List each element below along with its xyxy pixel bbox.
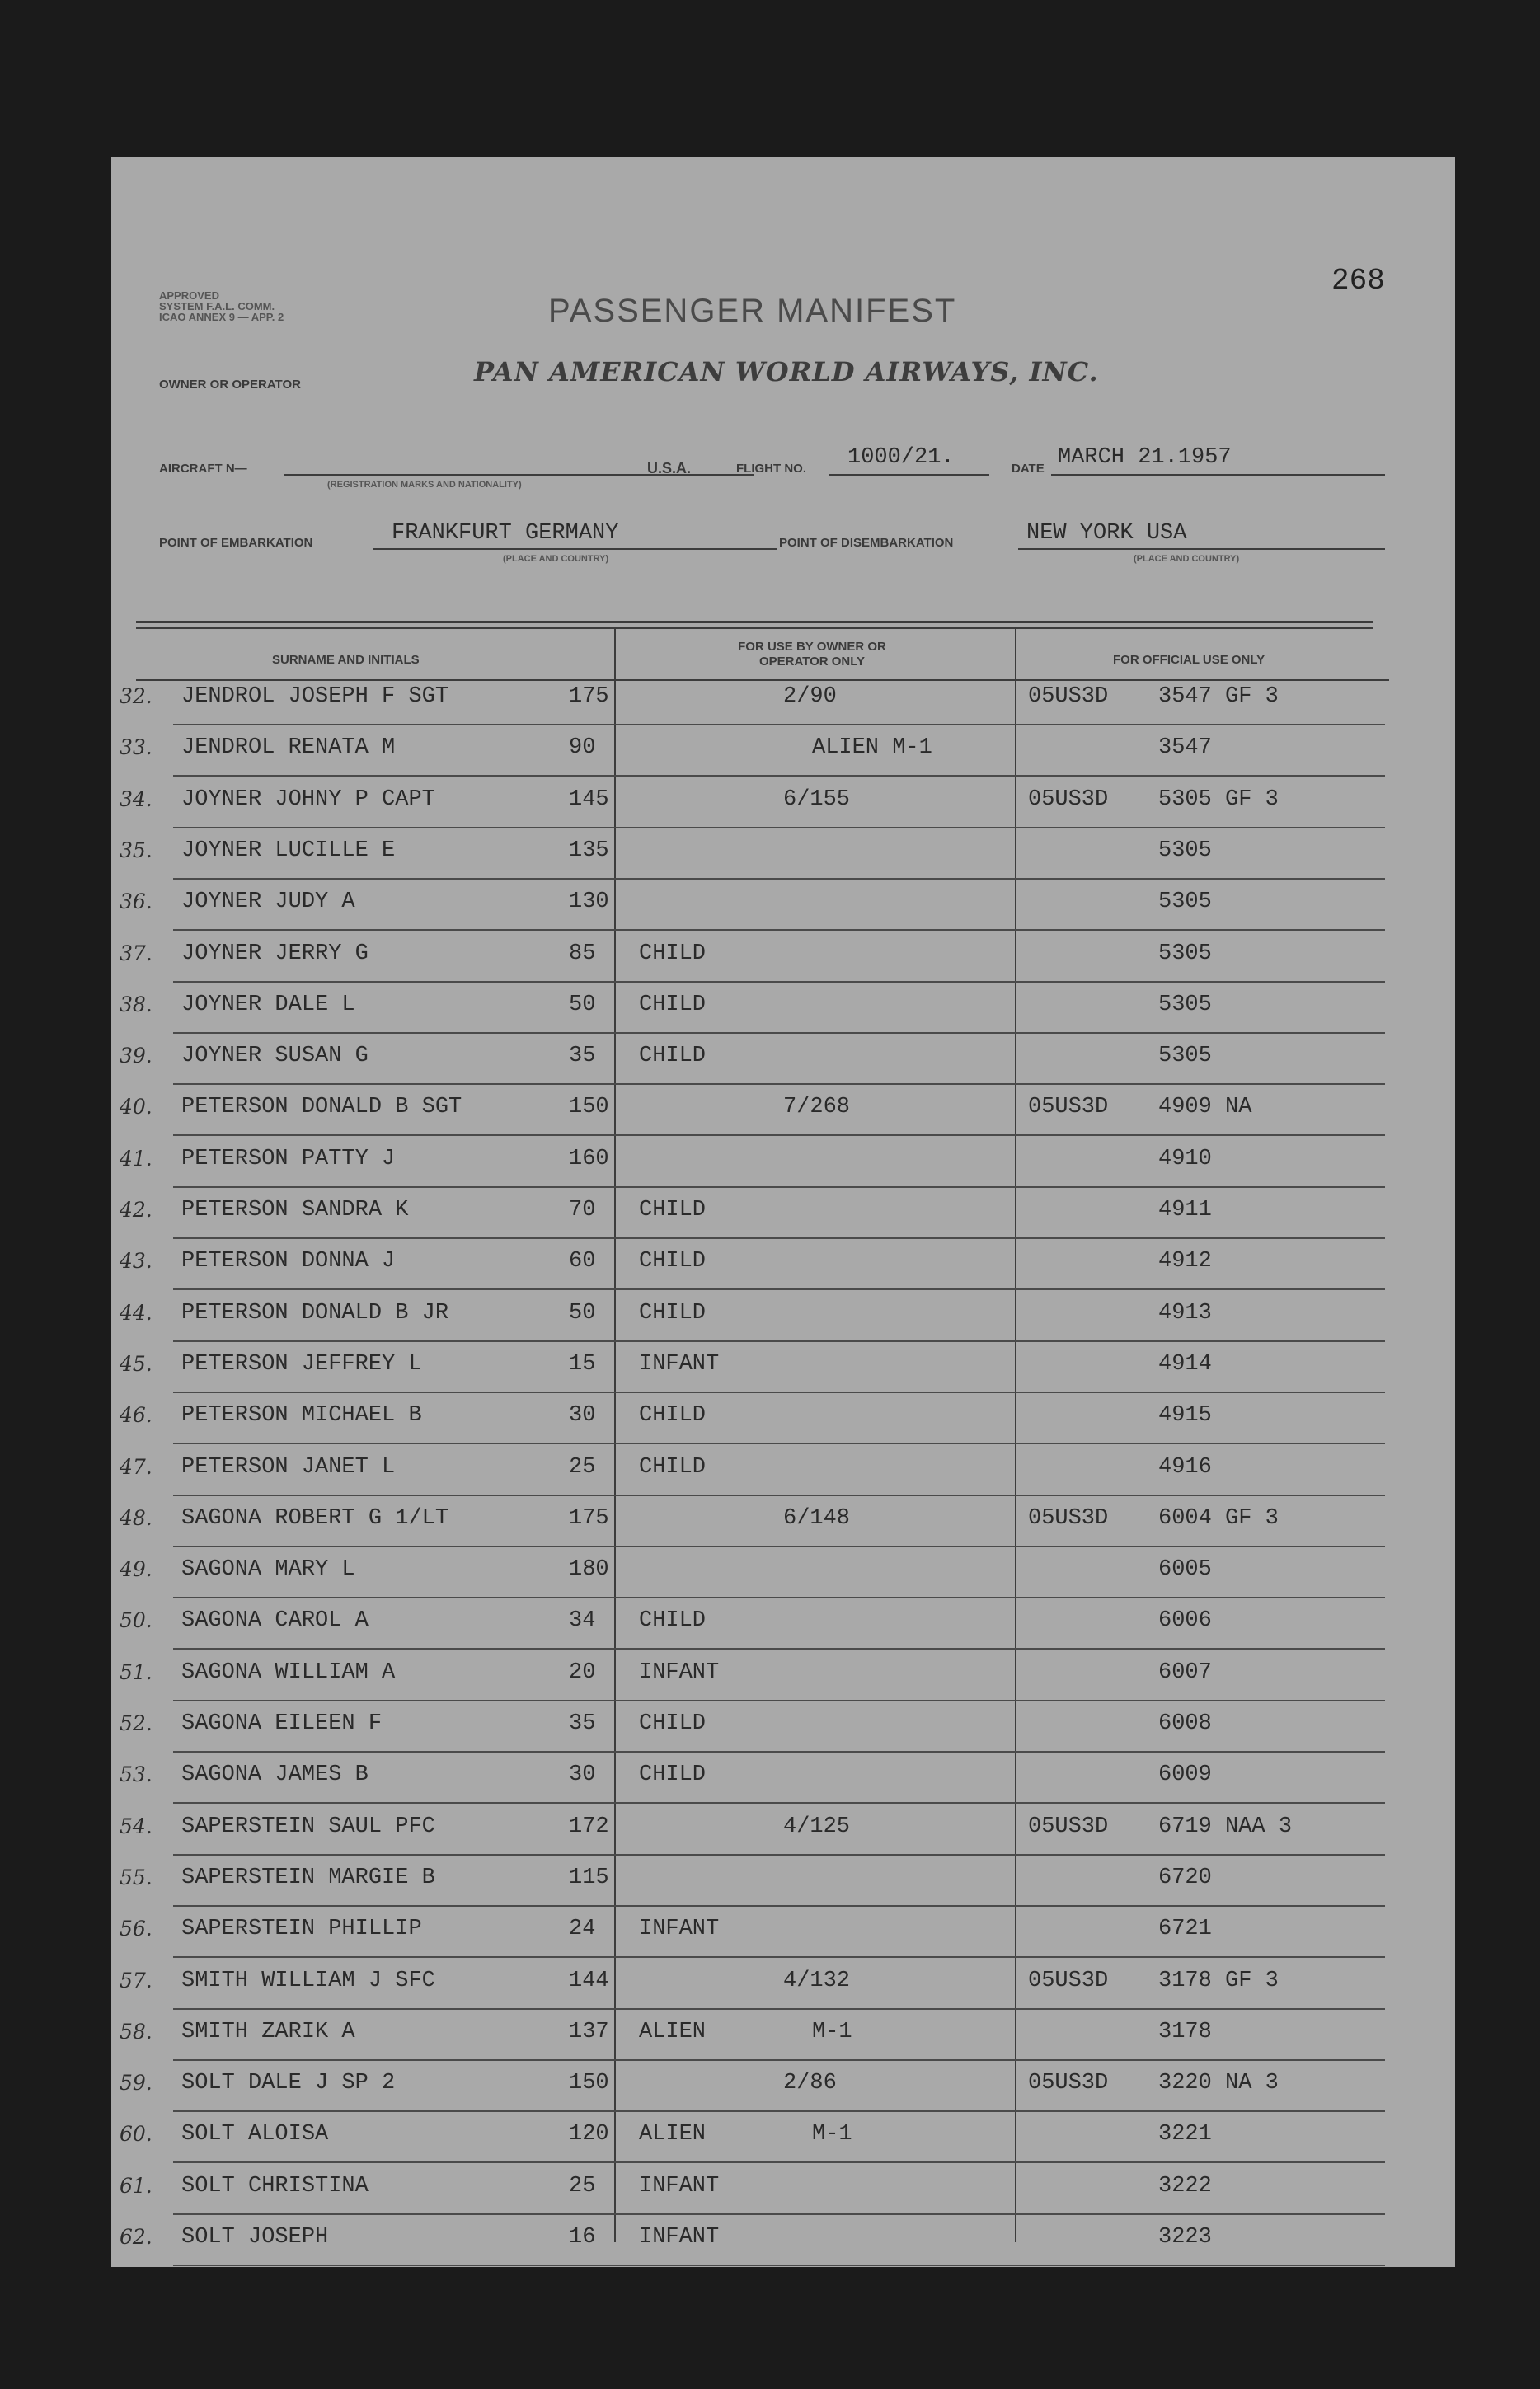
- official-number: 3547: [1158, 735, 1212, 761]
- table-row: [111, 1917, 1455, 1968]
- date-label: DATE: [1012, 462, 1045, 476]
- passenger-name: PETERSON PATTY J: [181, 1146, 396, 1171]
- official-number: 6009: [1158, 1762, 1212, 1788]
- row-rule: [173, 1134, 1385, 1136]
- page-title: PASSENGER MANIFEST: [548, 293, 957, 329]
- official-number: 6005: [1158, 1557, 1212, 1583]
- owner-note: CHILD: [639, 1608, 707, 1634]
- official-number: 3222: [1158, 2173, 1212, 2199]
- official-number: 4911: [1158, 1198, 1212, 1223]
- alien-tag: ALIEN M-1: [812, 735, 932, 761]
- row-number: 35.: [120, 838, 153, 862]
- passenger-name: PETERSON DONNA J: [181, 1249, 396, 1274]
- official-number: 6007: [1158, 1659, 1212, 1685]
- passenger-name: SAPERSTEIN PHILLIP: [181, 1917, 422, 1942]
- passenger-name: SAPERSTEIN MARGIE B: [181, 1865, 435, 1890]
- official-number: 4915: [1158, 1403, 1212, 1429]
- owner-note: CHILD: [639, 1198, 707, 1223]
- table-row: [111, 838, 1455, 889]
- row-rule: [173, 724, 1385, 725]
- row-number: 60.: [120, 2122, 153, 2147]
- table-row: [111, 1762, 1455, 1814]
- passenger-name: JOYNER DALE L: [181, 992, 355, 1017]
- row-number: 33.: [120, 735, 153, 760]
- disembarkation-label: POINT OF DISEMBARKATION: [779, 536, 954, 550]
- passenger-weight: 145: [569, 786, 609, 812]
- table-row: [111, 2020, 1455, 2071]
- flight-underline: [829, 474, 989, 476]
- row-number: 36.: [120, 889, 153, 914]
- passenger-weight: 30: [569, 1762, 596, 1788]
- column-header-official-use: FOR OFFICIAL USE ONLY: [1113, 653, 1265, 667]
- row-rule: [173, 1700, 1385, 1701]
- table-row: [111, 1969, 1455, 2020]
- table-row: [111, 1147, 1455, 1198]
- passenger-weight: 150: [569, 1095, 609, 1120]
- official-number: 3223: [1158, 2225, 1212, 2250]
- passenger-name: JOYNER JOHNY P CAPT: [181, 786, 435, 812]
- owner-note: 6/148: [783, 1505, 851, 1531]
- official-number: 4909 NA: [1158, 1095, 1252, 1120]
- row-rule: [173, 1443, 1385, 1444]
- official-number: 4914: [1158, 1351, 1212, 1377]
- official-number: 6720: [1158, 1865, 1212, 1890]
- owner-note: CHILD: [639, 1454, 707, 1480]
- owner-note: 4/125: [783, 1814, 851, 1839]
- disembarkation-caption: (PLACE AND COUNTRY): [1134, 554, 1240, 564]
- owner-note: CHILD: [639, 1044, 707, 1069]
- table-row: [111, 1249, 1455, 1300]
- embarkation-value: FRANKFURT GERMANY: [392, 521, 619, 546]
- row-rule: [173, 1905, 1385, 1907]
- official-code: 05US3D: [1028, 1095, 1109, 1120]
- passenger-name: SAGONA EILEEN F: [181, 1711, 383, 1736]
- official-number: 5305: [1158, 941, 1212, 966]
- passenger-name: PETERSON MICHAEL B: [181, 1403, 422, 1429]
- row-rule: [173, 2265, 1385, 2266]
- column-header-owner-use: FOR USE BY OWNER OR OPERATOR ONLY: [738, 640, 886, 669]
- row-rule: [173, 827, 1385, 828]
- official-number: 3547 GF 3: [1158, 684, 1279, 709]
- row-number: 62.: [120, 2225, 153, 2249]
- passenger-name: SAGONA JAMES B: [181, 1762, 369, 1788]
- row-rule: [173, 1546, 1385, 1547]
- row-rule: [173, 2008, 1385, 2010]
- owner-note: CHILD: [639, 1762, 707, 1788]
- official-number: 5305: [1158, 838, 1212, 863]
- owner-note: CHILD: [639, 1403, 707, 1429]
- row-rule: [173, 1751, 1385, 1753]
- owner-note: 7/268: [783, 1095, 851, 1120]
- table-row: [111, 1403, 1455, 1454]
- table-row: [111, 787, 1455, 838]
- passenger-name: JOYNER JUDY A: [181, 889, 355, 915]
- official-number: 6721: [1158, 1917, 1212, 1942]
- row-rule: [173, 1083, 1385, 1085]
- passenger-list: [111, 684, 1455, 2251]
- row-number: 54.: [120, 1814, 153, 1838]
- row-number: 56.: [120, 1917, 153, 1941]
- official-number: 4913: [1158, 1300, 1212, 1326]
- row-number: 41.: [120, 1146, 153, 1171]
- row-number: 59.: [120, 2071, 153, 2096]
- row-number: 53.: [120, 1762, 153, 1787]
- passenger-weight: 20: [569, 1659, 596, 1685]
- table-row: [111, 993, 1455, 1044]
- passenger-weight: 24: [569, 1917, 596, 1942]
- disembarkation-value: NEW YORK USA: [1026, 521, 1187, 546]
- passenger-name: SOLT JOSEPH: [181, 2225, 329, 2250]
- disembarkation-underline: [1018, 548, 1385, 550]
- official-number: 6006: [1158, 1608, 1212, 1634]
- flight-label: FLIGHT NO.: [736, 462, 806, 476]
- table-row: [111, 1866, 1455, 1917]
- row-rule: [173, 775, 1385, 777]
- table-row: [111, 684, 1455, 735]
- table-row: [111, 2174, 1455, 2225]
- table-row: [111, 2225, 1455, 2276]
- row-rule: [173, 1802, 1385, 1804]
- table-row: [111, 1352, 1455, 1403]
- row-number: 58.: [120, 2019, 153, 2044]
- passenger-name: SMITH WILLIAM J SFC: [181, 1968, 435, 1993]
- manifest-sheet: [111, 157, 1455, 2267]
- header-bottom-rule: [136, 679, 1389, 681]
- row-number: 38.: [120, 992, 153, 1016]
- owner-note: 2/90: [783, 684, 837, 709]
- table-row: [111, 1814, 1455, 1866]
- embarkation-underline: [373, 548, 777, 550]
- owner-note: INFANT: [639, 1659, 720, 1685]
- row-rule: [173, 1237, 1385, 1239]
- passenger-weight: 144: [569, 1968, 609, 1993]
- official-number: 3178 GF 3: [1158, 1968, 1279, 1993]
- row-number: 44.: [120, 1300, 153, 1325]
- page-number: 268: [1331, 264, 1385, 298]
- owner-note: 4/132: [783, 1968, 851, 1993]
- row-number: 55.: [120, 1865, 153, 1889]
- table-row: [111, 1608, 1455, 1659]
- table-row: [111, 1044, 1455, 1095]
- embarkation-caption: (PLACE AND COUNTRY): [503, 554, 609, 564]
- passenger-weight: 15: [569, 1351, 596, 1377]
- owner-note: ALIEN: [639, 2122, 707, 2147]
- passenger-name: SMITH ZARIK A: [181, 2019, 355, 2044]
- flight-number: 1000/21.: [847, 445, 955, 470]
- passenger-name: SOLT ALOISA: [181, 2122, 329, 2147]
- owner-note: INFANT: [639, 1351, 720, 1377]
- passenger-weight: 50: [569, 1300, 596, 1326]
- owner-note: CHILD: [639, 1249, 707, 1274]
- passenger-weight: 34: [569, 1608, 596, 1634]
- passenger-weight: 30: [569, 1403, 596, 1429]
- official-number: 3178: [1158, 2019, 1212, 2044]
- official-number: 5305: [1158, 1044, 1212, 1069]
- passenger-name: JENDROL RENATA M: [181, 735, 396, 761]
- owner-note: CHILD: [639, 992, 707, 1017]
- passenger-name: SAGONA MARY L: [181, 1557, 355, 1583]
- row-rule: [173, 1495, 1385, 1496]
- table-row: [111, 1660, 1455, 1711]
- table-row: [111, 1198, 1455, 1249]
- flight-date: MARCH 21.1957: [1058, 445, 1232, 470]
- passenger-name: PETERSON JEFFREY L: [181, 1351, 422, 1377]
- row-rule: [173, 1648, 1385, 1650]
- owner-note: CHILD: [639, 1300, 707, 1326]
- operator-name: PAN AMERICAN WORLD AIRWAYS, INC.: [474, 356, 1099, 387]
- passenger-weight: 25: [569, 1454, 596, 1480]
- official-number: 6004 GF 3: [1158, 1505, 1279, 1531]
- row-rule: [173, 1032, 1385, 1034]
- row-number: 32.: [120, 684, 153, 708]
- row-rule: [173, 1340, 1385, 1342]
- row-rule: [173, 1854, 1385, 1856]
- row-number: 40.: [120, 1095, 153, 1119]
- passenger-name: JENDROL JOSEPH F SGT: [181, 684, 449, 709]
- passenger-name: JOYNER LUCILLE E: [181, 838, 396, 863]
- official-code: 05US3D: [1028, 2071, 1109, 2096]
- official-number: 5305: [1158, 992, 1212, 1017]
- owner-note: 2/86: [783, 2071, 837, 2096]
- passenger-weight: 172: [569, 1814, 609, 1839]
- passenger-name: JOYNER JERRY G: [181, 941, 369, 966]
- row-number: 42.: [120, 1198, 153, 1222]
- official-code: 05US3D: [1028, 786, 1109, 812]
- passenger-weight: 85: [569, 941, 596, 966]
- table-row: [111, 735, 1455, 786]
- row-rule: [173, 1288, 1385, 1290]
- aircraft-label: AIRCRAFT N—: [159, 462, 247, 476]
- row-rule: [173, 2161, 1385, 2163]
- table-row: [111, 1506, 1455, 1557]
- passenger-weight: 175: [569, 684, 609, 709]
- official-code: 05US3D: [1028, 684, 1109, 709]
- row-rule: [173, 981, 1385, 983]
- passenger-name: PETERSON DONALD B SGT: [181, 1095, 462, 1120]
- row-rule: [173, 878, 1385, 880]
- passenger-name: PETERSON DONALD B JR: [181, 1300, 449, 1326]
- passenger-weight: 175: [569, 1505, 609, 1531]
- alien-tag: M-1: [812, 2122, 852, 2147]
- official-code: 05US3D: [1028, 1968, 1109, 1993]
- row-number: 47.: [120, 1454, 153, 1479]
- official-number: 5305 GF 3: [1158, 786, 1279, 812]
- alien-tag: M-1: [812, 2019, 852, 2044]
- row-number: 43.: [120, 1249, 153, 1274]
- passenger-weight: 115: [569, 1865, 609, 1890]
- official-number: 6719 NAA 3: [1158, 1814, 1293, 1839]
- passenger-name: SAGONA WILLIAM A: [181, 1659, 396, 1685]
- passenger-weight: 60: [569, 1249, 596, 1274]
- passenger-weight: 35: [569, 1711, 596, 1736]
- row-rule: [173, 1186, 1385, 1188]
- table-row: [111, 1095, 1455, 1146]
- official-number: 4916: [1158, 1454, 1212, 1480]
- passenger-weight: 120: [569, 2122, 609, 2147]
- owner-note: CHILD: [639, 941, 707, 966]
- official-number: 3221: [1158, 2122, 1212, 2147]
- row-number: 61.: [120, 2173, 153, 2198]
- row-rule: [173, 929, 1385, 931]
- row-rule: [173, 1956, 1385, 1958]
- owner-note: 6/155: [783, 786, 851, 812]
- passenger-name: SAGONA CAROL A: [181, 1608, 369, 1634]
- owner-note: INFANT: [639, 1917, 720, 1942]
- table-top-rule: [136, 621, 1373, 623]
- row-rule: [173, 2110, 1385, 2112]
- owner-label: OWNER OR OPERATOR: [159, 378, 301, 392]
- table-row: [111, 1455, 1455, 1506]
- row-number: 37.: [120, 941, 153, 965]
- table-row: [111, 889, 1455, 941]
- passenger-weight: 70: [569, 1198, 596, 1223]
- table-row: [111, 2122, 1455, 2173]
- table-row: [111, 1557, 1455, 1608]
- date-underline: [1051, 474, 1385, 476]
- row-number: 57.: [120, 1968, 153, 1992]
- table-top-rule-2: [136, 627, 1373, 629]
- passenger-weight: 25: [569, 2173, 596, 2199]
- passenger-weight: 135: [569, 838, 609, 863]
- passenger-name: SAPERSTEIN SAUL PFC: [181, 1814, 435, 1839]
- table-row: [111, 941, 1455, 993]
- row-number: 34.: [120, 786, 153, 811]
- passenger-weight: 180: [569, 1557, 609, 1583]
- owner-note: ALIEN: [639, 2019, 707, 2044]
- table-row: [111, 1301, 1455, 1352]
- passenger-name: SOLT DALE J SP 2: [181, 2071, 396, 2096]
- passenger-name: JOYNER SUSAN G: [181, 1044, 369, 1069]
- official-code: 05US3D: [1028, 1505, 1109, 1531]
- passenger-weight: 35: [569, 1044, 596, 1069]
- passenger-name: PETERSON SANDRA K: [181, 1198, 409, 1223]
- official-number: 5305: [1158, 889, 1212, 915]
- owner-note: INFANT: [639, 2173, 720, 2199]
- passenger-name: SAGONA ROBERT G 1/LT: [181, 1505, 449, 1531]
- row-number: 45.: [120, 1351, 153, 1376]
- official-code: 05US3D: [1028, 1814, 1109, 1839]
- embarkation-label: POINT OF EMBARKATION: [159, 536, 313, 550]
- passenger-weight: 150: [569, 2071, 609, 2096]
- passenger-weight: 90: [569, 735, 596, 761]
- passenger-weight: 16: [569, 2225, 596, 2250]
- row-number: 46.: [120, 1403, 153, 1428]
- row-number: 39.: [120, 1044, 153, 1068]
- passenger-weight: 137: [569, 2019, 609, 2044]
- registration-caption: (REGISTRATION MARKS AND NATIONALITY): [327, 480, 522, 490]
- row-rule: [173, 2059, 1385, 2061]
- passenger-weight: 160: [569, 1146, 609, 1171]
- table-row: [111, 1711, 1455, 1762]
- row-rule: [173, 2213, 1385, 2215]
- official-number: 4912: [1158, 1249, 1212, 1274]
- nationality: U.S.A.: [647, 460, 692, 476]
- row-number: 52.: [120, 1711, 153, 1735]
- passenger-weight: 130: [569, 889, 609, 915]
- row-number: 50.: [120, 1608, 153, 1633]
- owner-note: INFANT: [639, 2225, 720, 2250]
- approval-note: APPROVED SYSTEM F.A.L. COMM. ICAO ANNEX 9 — APP. 2: [159, 289, 284, 323]
- row-rule: [173, 1597, 1385, 1598]
- passenger-weight: 50: [569, 992, 596, 1017]
- official-number: 3220 NA 3: [1158, 2071, 1279, 2096]
- row-number: 48.: [120, 1505, 153, 1530]
- column-header-surname: SURNAME AND INITIALS: [272, 653, 420, 667]
- row-rule: [173, 1392, 1385, 1393]
- owner-note: CHILD: [639, 1711, 707, 1736]
- row-number: 51.: [120, 1659, 153, 1684]
- row-number: 49.: [120, 1557, 153, 1582]
- passenger-name: SOLT CHRISTINA: [181, 2173, 369, 2199]
- official-number: 6008: [1158, 1711, 1212, 1736]
- official-number: 4910: [1158, 1146, 1212, 1171]
- table-row: [111, 2071, 1455, 2122]
- passenger-name: PETERSON JANET L: [181, 1454, 396, 1480]
